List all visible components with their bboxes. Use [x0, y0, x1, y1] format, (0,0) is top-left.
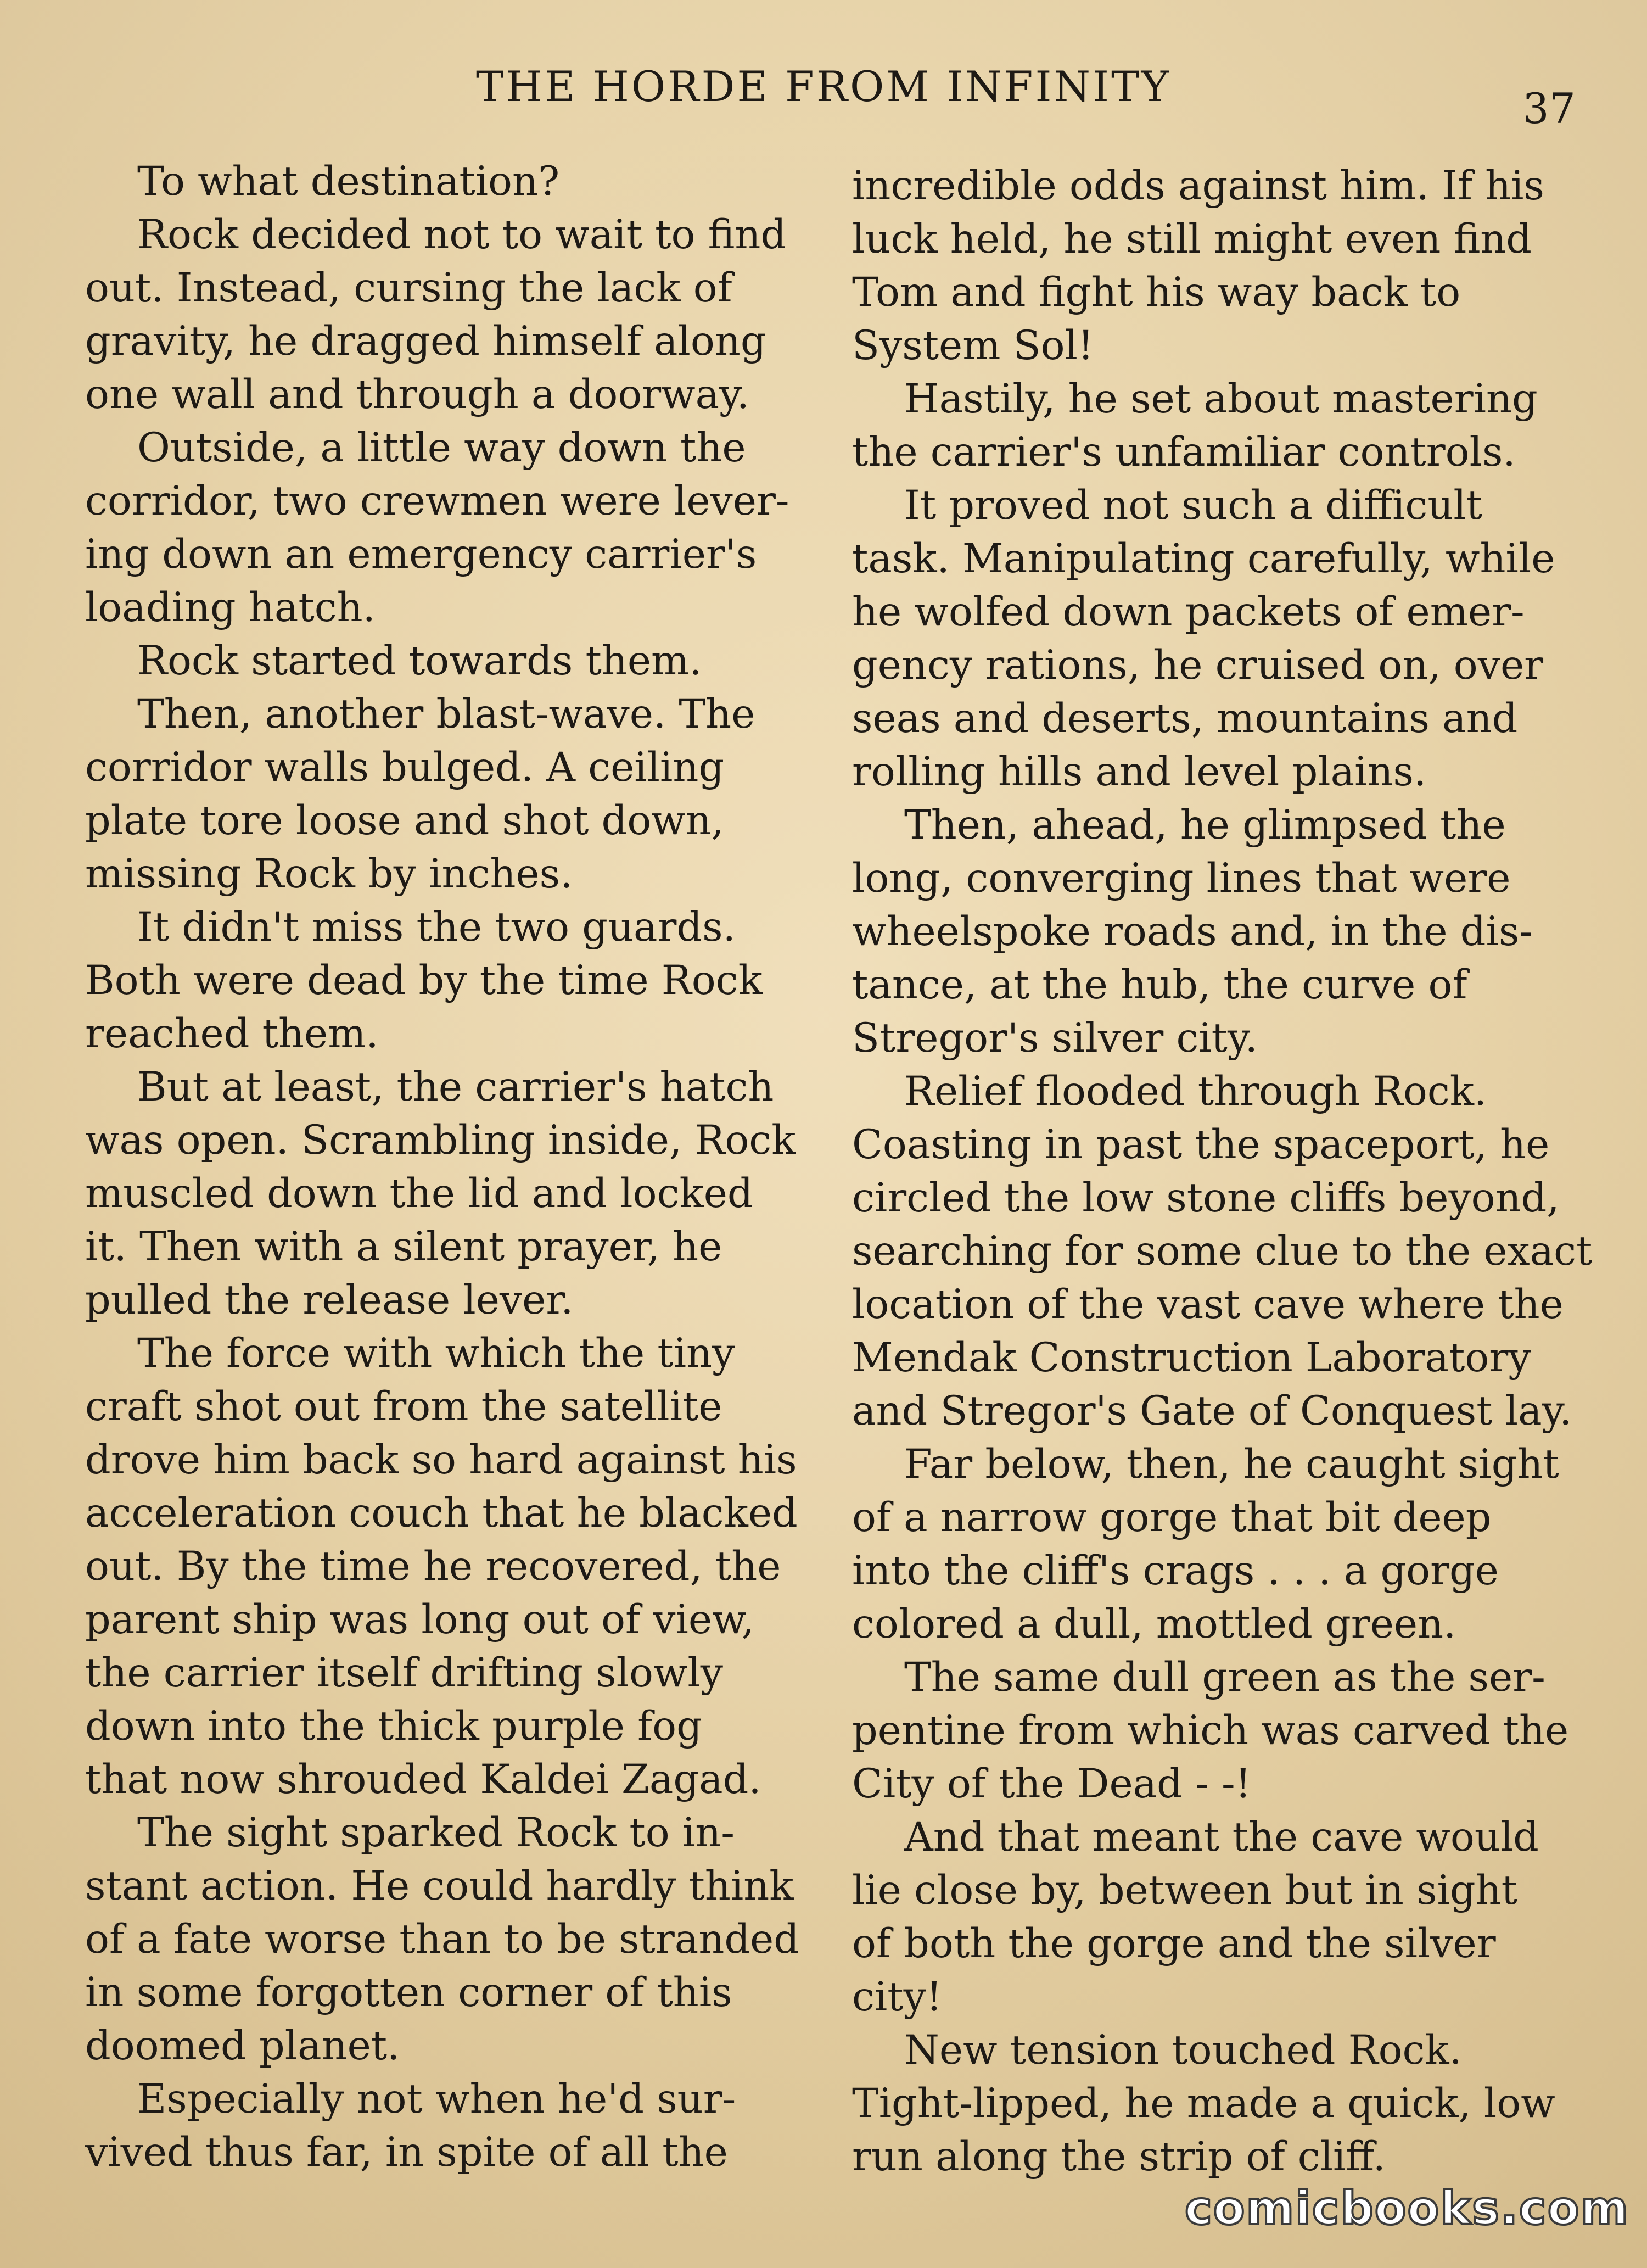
text-line: gravity, he dragged himself along [85, 318, 766, 365]
paragraph [85, 634, 793, 688]
text-line: plate tore loose and shot down, [85, 797, 724, 844]
text-line: he wolfed down packets of emer- [852, 589, 1525, 635]
text-line: To what destination? [137, 158, 560, 205]
text-line: Stregor's silver city. [852, 1015, 1258, 1062]
paragraph [85, 1060, 796, 1327]
text-line: The sight sparked Rock to in- [137, 1809, 735, 1856]
text-line: New tension touched Rock. [904, 2027, 1462, 2074]
text-line: doomed planet. [85, 2023, 400, 2069]
text-line: Then, another blast-wave. The [137, 691, 755, 738]
text-line: reached them. [85, 1010, 379, 1057]
paragraph [852, 479, 1560, 798]
text-line: the carrier's unfamiliar controls. [852, 429, 1516, 476]
text-line: searching for some clue to the exact [852, 1228, 1593, 1275]
text-line: gency rations, he cruised on, over [852, 642, 1544, 689]
paragraph [85, 1806, 799, 2073]
text-line: loading hatch. [85, 584, 376, 631]
text-line: into the cliff's crags . . . a gorge [852, 1548, 1499, 1594]
text-line: it. Then with a silent prayer, he [85, 1224, 722, 1270]
text-line: the carrier itself drifting slowly [85, 1650, 723, 1696]
paragraph [852, 1811, 1560, 2024]
paragraph [85, 208, 793, 421]
text-line: circled the low stone cliffs beyond, [852, 1175, 1560, 1221]
text-line: And that meant the cave would [904, 1814, 1539, 1861]
paragraph [852, 372, 1560, 479]
text-line: Especially not when he'd sur- [137, 2076, 736, 2122]
text-line: location of the vast cave where the [852, 1281, 1564, 1328]
paragraph [85, 421, 793, 634]
text-line: incredible odds against him. If his [852, 163, 1544, 209]
paragraph [852, 798, 1560, 1065]
text-line: seas and deserts, mountains and [852, 695, 1518, 742]
text-line: Rock decided not to wait to find [137, 211, 787, 258]
text-line: tance, at the hub, the curve of [852, 962, 1467, 1008]
text-line: Then, ahead, he glimpsed the [904, 802, 1506, 848]
text-line: pulled the release lever. [85, 1277, 574, 1323]
text-line: It proved not such a difficult [904, 482, 1483, 529]
text-line: Tight-lipped, he made a quick, low [852, 2080, 1555, 2127]
text-line: craft shot out from the satellite [85, 1383, 722, 1430]
text-line: Outside, a little way down the [137, 424, 746, 471]
text-line: Both were dead by the time Rock [85, 957, 763, 1004]
text-line: parent ship was long out of view, [85, 1596, 755, 1643]
text-line: Relief flooded through Rock. [904, 1068, 1487, 1115]
paragraph [852, 1065, 1593, 1438]
text-line: Coasting in past the spaceport, he [852, 1121, 1550, 1168]
text-line: long, converging lines that were [852, 855, 1511, 902]
text-line: of a narrow gorge that bit deep [852, 1494, 1492, 1541]
text-line: Mendak Construction Laboratory [852, 1334, 1531, 1381]
text-line: pentine from which was carved the [852, 1707, 1569, 1754]
text-line: corridor, two crewmen were lever- [85, 478, 789, 524]
text-line: Hastily, he set about mastering [904, 376, 1538, 422]
page-number: 37 [1522, 84, 1576, 133]
watermark-logo: comicbooks.com [1185, 2181, 1629, 2235]
text-line: It didn't miss the two guards. [137, 904, 736, 951]
text-line: of a fate worse than to be stranded [85, 1916, 799, 1963]
paragraph [85, 1327, 798, 1806]
right-text-column [852, 159, 1593, 2183]
left-text-column [85, 155, 799, 2179]
text-line: muscled down the lid and locked [85, 1170, 753, 1217]
text-line: task. Manipulating carefully, while [852, 535, 1555, 582]
text-line: colored a dull, mottled green. [852, 1601, 1456, 1647]
text-line: But at least, the carrier's hatch [137, 1064, 774, 1110]
text-line: run along the strip of cliff. [852, 2133, 1386, 2180]
text-line: out. By the time he recovered, the [85, 1543, 781, 1590]
text-line: City of the Dead - -! [852, 1761, 1251, 1807]
paragraph [852, 1651, 1569, 1811]
text-line: of both the gorge and the silver [852, 1920, 1496, 1967]
text-line: stant action. He could hardly think [85, 1863, 794, 1909]
text-line: System Sol! [852, 322, 1094, 369]
text-line: Rock started towards them. [137, 638, 702, 684]
running-title: THE HORDE FROM INFINITY [476, 62, 1171, 111]
text-line: that now shrouded Kaldei Zagad. [85, 1756, 761, 1803]
text-line: luck held, he still might even find [852, 216, 1532, 262]
paragraph [852, 1438, 1560, 1651]
text-line: city! [852, 1974, 943, 2020]
text-line: in some forgotten corner of this [85, 1969, 732, 2016]
text-line: and Stregor's Gate of Conquest lay. [852, 1388, 1572, 1434]
text-line: Tom and fight his way back to [852, 269, 1461, 316]
text-line: out. Instead, cursing the lack of [85, 265, 732, 311]
text-line: corridor walls bulged. A ceiling [85, 744, 725, 791]
text-line: vived thus far, in spite of all the [85, 2129, 728, 2176]
text-line: Far below, then, he caught sight [904, 1441, 1559, 1488]
paragraph [852, 2024, 1560, 2183]
text-line: lie close by, between but in sight [852, 1867, 1517, 1914]
text-line: wheelspoke roads and, in the dis- [852, 908, 1533, 955]
text-line: ing down an emergency carrier's [85, 531, 757, 578]
paragraph [85, 2073, 793, 2179]
paragraph [85, 155, 793, 208]
text-line: down into the thick purple fog [85, 1703, 702, 1750]
text-line: one wall and through a doorway. [85, 371, 749, 418]
text-line: drove him back so hard against his [85, 1437, 797, 1483]
paragraph [85, 901, 793, 1060]
text-line: The force with which the tiny [137, 1330, 735, 1377]
text-line: acceleration couch that he blacked [85, 1490, 798, 1537]
text-line: The same dull green as the ser- [904, 1654, 1545, 1701]
text-line: was open. Scrambling inside, Rock [85, 1117, 796, 1164]
text-line: rolling hills and level plains. [852, 748, 1427, 795]
paragraph [85, 688, 793, 901]
paragraph [852, 159, 1560, 372]
text-line: missing Rock by inches. [85, 851, 573, 897]
